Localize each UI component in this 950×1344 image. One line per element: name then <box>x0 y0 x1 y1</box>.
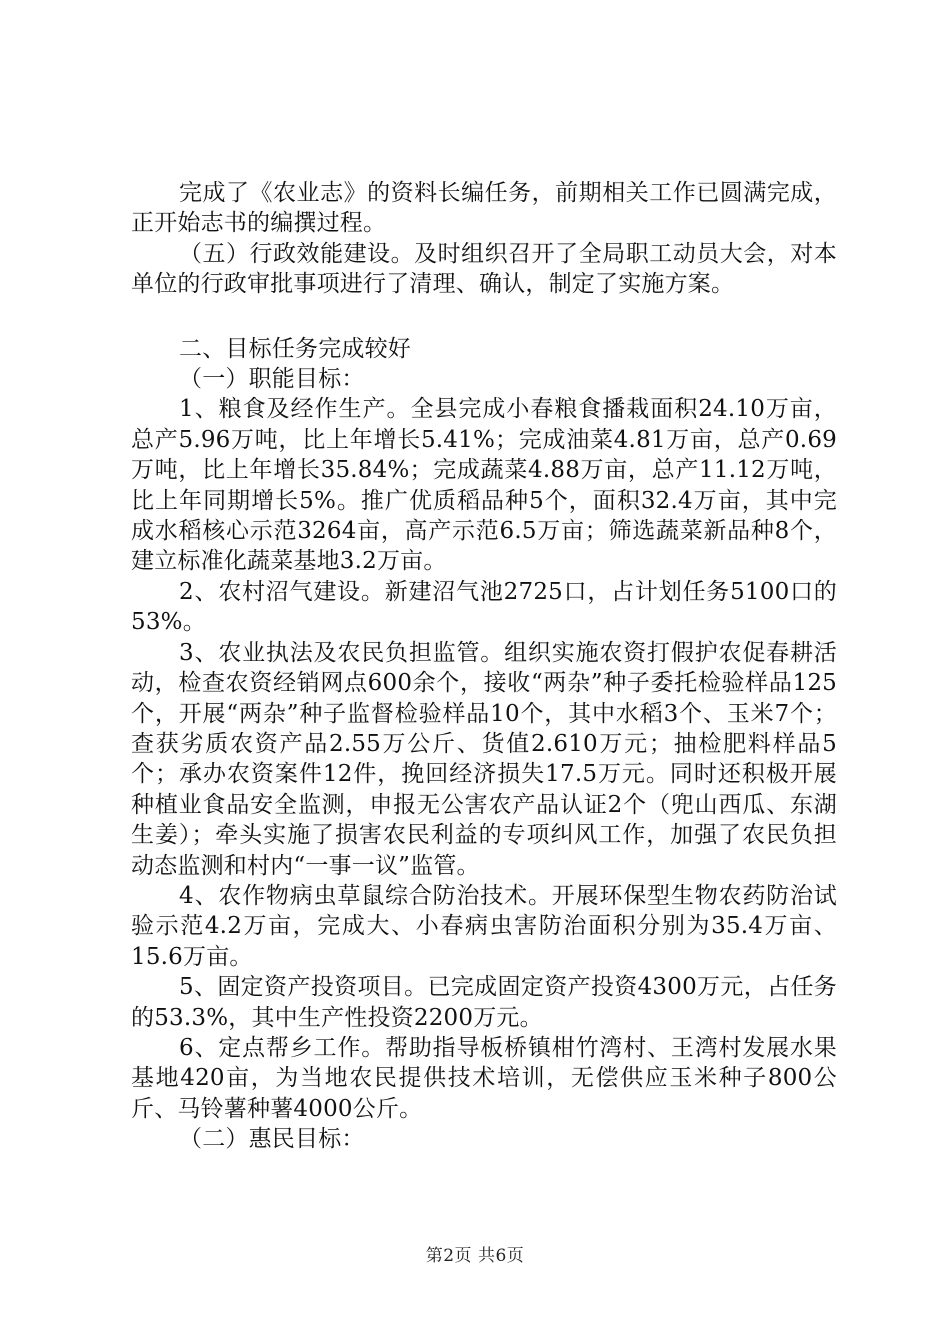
subsection-heading-people-benefit: （二）惠民目标： <box>179 1126 365 1153</box>
paragraph-fixed-assets: 5、固定资产投资项目。已完成固定资产投资4300万元，占任务的53.3%，其中生产性投资2200万元。 <box>131 974 837 1031</box>
paragraph-agriculture-annals: 完成了《农业志》的资料长编任务，前期相关工作已圆满完成，正开始志书的编撰过程。 <box>131 180 837 237</box>
document-body <box>131 178 837 1155</box>
paragraph-spacer <box>131 300 837 334</box>
paragraph-law-enforcement: 3、农业执法及农民负担监管。组织实施农资打假护农促春耕活动，检查农资经销网点600余个，接收“两杂”种子委托检验样品125个，开展“两杂”种子监督检验样品10个，其中水稻3个、玉米7个；查获劣质农资产品2.55万公斤、货值2.610万元；抽检肥料样品5个；承办农资案件12件，挽回经济损失17.5万元。同时还积极开展种植业食品安全监测，申报无公害农产品认证2个（兜山西瓜、东湖生姜）；牵头实施了损害农民利益的专项纠风工作，加强了农民负担动态监测和村内“一事一议”监管。 <box>131 639 837 879</box>
section-heading-targets: 二、目标任务完成较好 <box>179 335 411 362</box>
subsection-heading-functional-goals: （一）职能目标： <box>179 366 365 393</box>
paragraph-biogas: 2、农村沼气建设。新建沼气池2725口，占计划任务5100口的53%。 <box>131 578 837 636</box>
paragraph-township-assistance: 6、定点帮乡工作。帮助指导板桥镇柑竹湾村、王湾村发展水果基地420亩，为当地农民提供技术培训，无偿供应玉米种子800公斤、马铃薯种薯4000公斤。 <box>131 1034 837 1122</box>
paragraph-administrative-efficiency: （五）行政效能建设。及时组织召开了全局职工动员大会，对本单位的行政审批事项进行了清理、确认，制定了实施方案。 <box>131 240 837 298</box>
paragraph-grain-production: 1、粮食及经作生产。全县完成小春粮食播栽面积24.10万亩，总产5.96万吨，比上年增长5.41%；完成油菜4.81万亩，总产0.69万吨，比上年增长35.84%；完成蔬菜4.88万亩，总产11.12万吨，比上年同期增长5%。推广优质稻品种5个，面积32.4万亩，其中完成水稻核心示范3264亩，高产示范6.5万亩；筛选蔬菜新品种8个，建立标准化蔬菜基地3.2万亩。 <box>131 396 837 575</box>
paragraph-pest-control: 4、农作物病虫草鼠综合防治技术。开展环保型生物农药防治试验示范4.2万亩，完成大、小春病虫害防治面积分别为35.4万亩、15.6万亩。 <box>131 882 837 970</box>
page-footer: 第2页 共6页 <box>425 1246 525 1266</box>
